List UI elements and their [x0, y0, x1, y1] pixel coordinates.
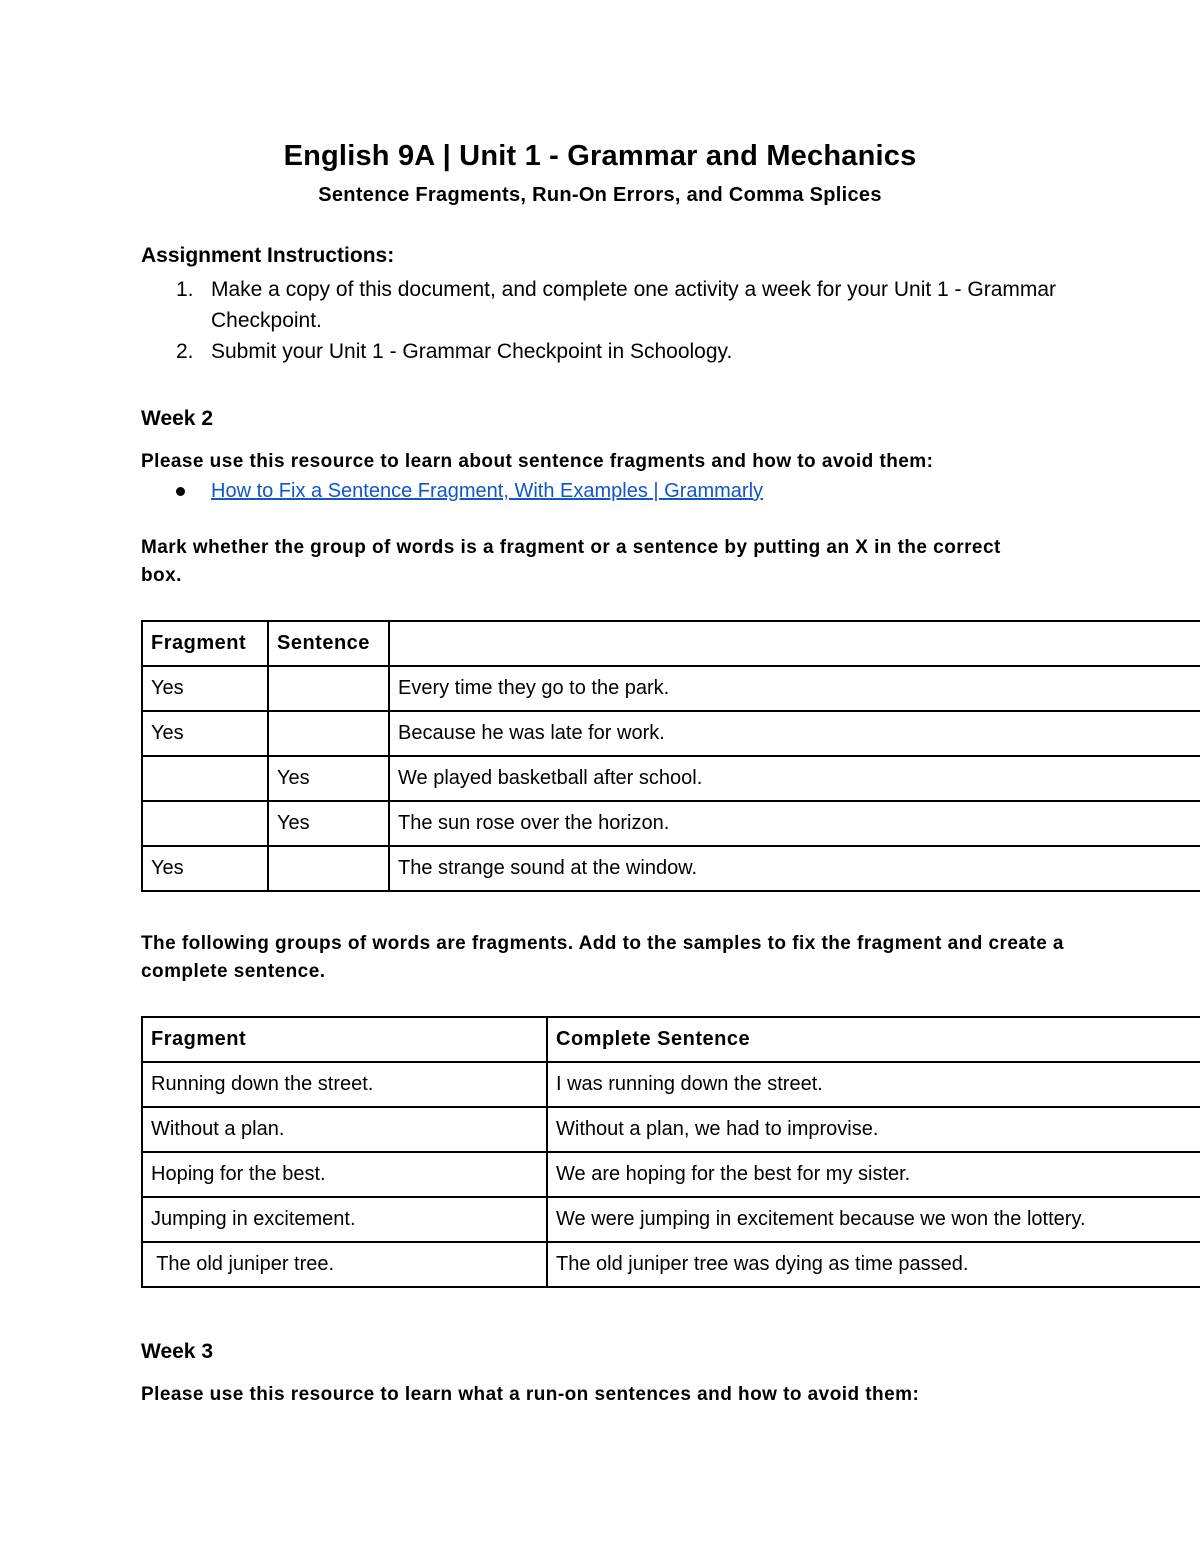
header-fragment: Fragment — [142, 621, 268, 666]
sentence-cell[interactable]: Yes — [268, 801, 389, 846]
week2-heading: Week 2 — [141, 407, 213, 430]
table-header-row — [142, 621, 1200, 666]
instructions-heading: Assignment Instructions: — [141, 244, 395, 267]
fragment-cell: The old juniper tree. — [142, 1242, 547, 1287]
complete-sentence-cell[interactable]: We are hoping for the best for my sister. — [547, 1152, 1200, 1197]
sentence-cell[interactable] — [268, 711, 389, 756]
fragment-cell[interactable] — [142, 756, 268, 801]
words-cell: We played basketball after school. — [389, 756, 1200, 801]
bullet-icon — [176, 487, 185, 496]
complete-sentence-cell[interactable]: I was running down the street. — [547, 1062, 1200, 1107]
fragment-cell: Jumping in excitement. — [142, 1197, 547, 1242]
header-complete-sentence: Complete Sentence — [547, 1017, 1200, 1062]
table-row — [142, 1242, 1200, 1287]
table-row — [142, 1062, 1200, 1107]
fragment-cell: Running down the street. — [142, 1062, 547, 1107]
table-row — [142, 756, 1200, 801]
table-row — [142, 1152, 1200, 1197]
week2-resource-intro: Please use this resource to learn about sentence fragments and how to avoid them: — [141, 451, 934, 472]
instruction-text: Submit your Unit 1 - Grammar Checkpoint in Schoology. — [211, 340, 733, 363]
fragment-cell[interactable]: Yes — [142, 711, 268, 756]
header-text — [389, 621, 1200, 666]
words-cell: The strange sound at the window. — [389, 846, 1200, 891]
words-cell: The sun rose over the horizon. — [389, 801, 1200, 846]
fragment-cell[interactable] — [142, 801, 268, 846]
complete-sentence-cell[interactable]: Without a plan, we had to improvise. — [547, 1107, 1200, 1152]
fragment-cell[interactable]: Yes — [142, 666, 268, 711]
table-row — [142, 1107, 1200, 1152]
table-row — [142, 801, 1200, 846]
instruction-number: 1. — [176, 278, 194, 301]
table-row — [142, 666, 1200, 711]
fragment-cell: Hoping for the best. — [142, 1152, 547, 1197]
instruction-number: 2. — [176, 340, 194, 363]
instructions-list — [141, 274, 1101, 367]
fix-fragment-table — [141, 1016, 1200, 1288]
instruction-item — [141, 274, 1101, 336]
complete-sentence-cell[interactable]: The old juniper tree was dying as time passed. — [547, 1242, 1200, 1287]
grammarly-resource-link[interactable]: How to Fix a Sentence Fragment, With Examples | Grammarly — [211, 480, 764, 502]
sentence-cell[interactable]: Yes — [268, 756, 389, 801]
document-subtitle: Sentence Fragments, Run-On Errors, and Comma Splices — [318, 184, 882, 206]
fix-instructions: The following groups of words are fragments. Add to the samples to fix the fragment and create a complete sentence. — [141, 933, 1064, 982]
fragment-sentence-table — [141, 620, 1200, 892]
words-cell: Every time they go to the park. — [389, 666, 1200, 711]
table-row — [142, 846, 1200, 891]
words-cell: Because he was late for work. — [389, 711, 1200, 756]
complete-sentence-cell[interactable]: We were jumping in excitement because we won the lottery. — [547, 1197, 1200, 1242]
fragment-cell: Without a plan. — [142, 1107, 547, 1152]
table-row — [142, 711, 1200, 756]
sentence-cell[interactable] — [268, 846, 389, 891]
header-sentence: Sentence — [268, 621, 389, 666]
mark-instructions: Mark whether the group of words is a fragment or a sentence by putting an X in the correct box. — [141, 537, 1001, 586]
document-title: English 9A | Unit 1 - Grammar and Mechanics — [283, 140, 917, 172]
sentence-cell[interactable] — [268, 666, 389, 711]
fragment-cell[interactable]: Yes — [142, 846, 268, 891]
table-header-row — [142, 1017, 1200, 1062]
table-row — [142, 1197, 1200, 1242]
week3-heading: Week 3 — [141, 1340, 213, 1363]
week3-resource-intro: Please use this resource to learn what a run-on sentences and how to avoid them: — [141, 1384, 920, 1405]
instruction-item — [141, 336, 1101, 367]
header-fragment: Fragment — [142, 1017, 547, 1062]
instruction-text: Make a copy of this document, and complete one activity a week for your Unit 1 - Grammar Checkpoint. — [211, 278, 1057, 332]
